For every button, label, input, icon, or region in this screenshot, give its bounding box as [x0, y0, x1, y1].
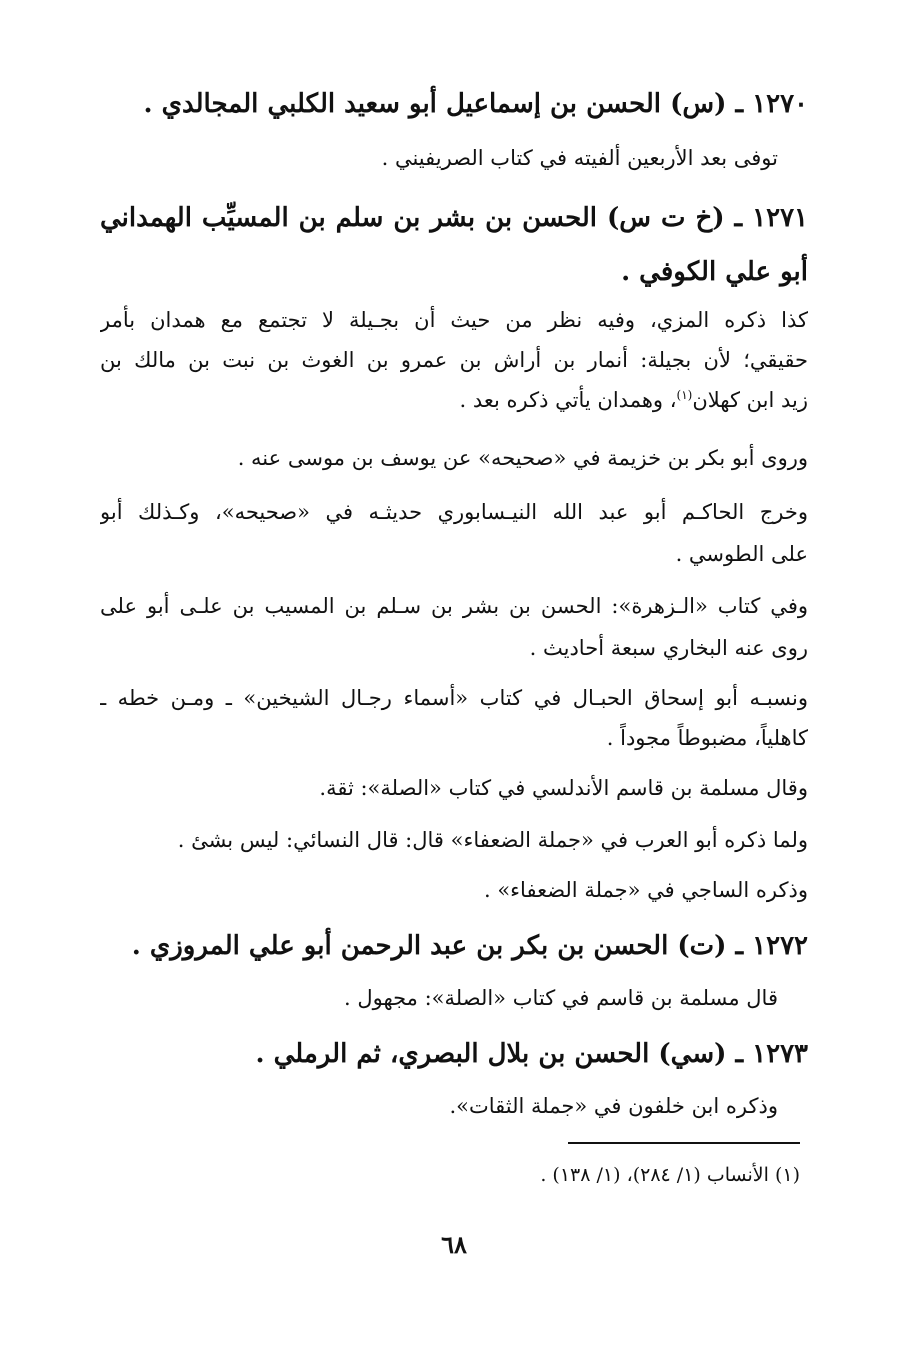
para1-line3-text-b: ، وهمدان يأتي ذكره بعد . — [459, 388, 677, 412]
entry-1271-para6: وقال مسلمة بن قاسم الأندلسي في كتاب «الصلة»: ثقة. — [319, 776, 808, 800]
entry-1271-para4-line1: وفي كتاب «الـزهرة»: الحسن بن بشر بن سـلم بن المسيب بن علـى أبو على — [100, 594, 808, 618]
entry-1273-text: وذكره ابن خلفون في «جملة الثقات». — [449, 1094, 778, 1118]
entry-1272-heading: ١٢٧٢ ـ (ت) الحسن بن بكر بن عبد الرحمن أبو علي المروزي . — [131, 931, 808, 961]
entry-1271-para3-line1: وخرج الحاكـم أبو عبد الله النيـسابوري حديثـه في «صحيحه»، وكـذلك أبو — [100, 500, 808, 524]
entry-1273-heading: ١٢٧٣ ـ (سي) الحسن بن بلال البصري، ثم الرملي . — [255, 1039, 808, 1069]
entry-1271-para1-line1: كذا ذكره المزي، وفيه نظر من حيث أن بجـيلة لا تجتمع مع همدان بأمر — [100, 308, 808, 332]
para1-line3-text-a: زيد ابن كهلان — [692, 388, 808, 412]
entry-1271-para1-line3 — [100, 382, 808, 418]
entry-1271-para8: وذكره الساجي في «جملة الضعفاء» . — [483, 878, 808, 902]
entry-1271-heading-line2: أبو علي الكوفي . — [621, 257, 808, 287]
entry-1271-para5-line2: كاهلياً، مضبوطاً مجوداً . — [606, 726, 808, 750]
entry-1272-text: قال مسلمة بن قاسم في كتاب «الصلة»: مجهول . — [343, 986, 778, 1010]
entry-1271-para2: وروى أبو بكر بن خزيمة في «صحيحه» عن يوسف بن موسى عنه . — [237, 446, 808, 470]
entry-1270-heading: ١٢٧٠ ـ (س) الحسن بن إسماعيل أبو سعيد الكلبي المجالدي . — [143, 89, 808, 119]
entry-1271-para4-line2: روى عنه البخاري سبعة أحاديث . — [529, 636, 808, 660]
footnote: (١) الأنساب (١/ ٢٨٤)، (١/ ١٣٨) . — [540, 1164, 800, 1186]
entry-1271-heading-line1: ١٢٧١ ـ (خ ت س) الحسن بن بشر بن سلم بن المسيِّب الهمداني — [100, 203, 808, 233]
entry-1271-para5-line1: ونسبـه أبو إسحاق الحبـال في كتاب «أسماء رجـال الشيخين» ـ ومـن خطه ـ — [100, 686, 808, 710]
footnote-ref-1: (١) — [676, 388, 693, 402]
entry-1271-para3-line2: على الطوسي . — [675, 542, 808, 566]
footnote-separator — [568, 1142, 800, 1144]
page-number: ٦٨ — [441, 1230, 467, 1259]
entry-1271-para7: ولما ذكره أبو العرب في «جملة الضعفاء» قال: قال النسائي: ليس بشئ . — [177, 828, 808, 852]
entry-1270-text: توفى بعد الأربعين ألفيته في كتاب الصريفيني . — [381, 146, 778, 170]
entry-1271-para1-line2: حقيقي؛ لأن بجيلة: أنمار بن أراش بن عمرو بن الغوث بن نبت بن مالك بن — [100, 348, 808, 372]
